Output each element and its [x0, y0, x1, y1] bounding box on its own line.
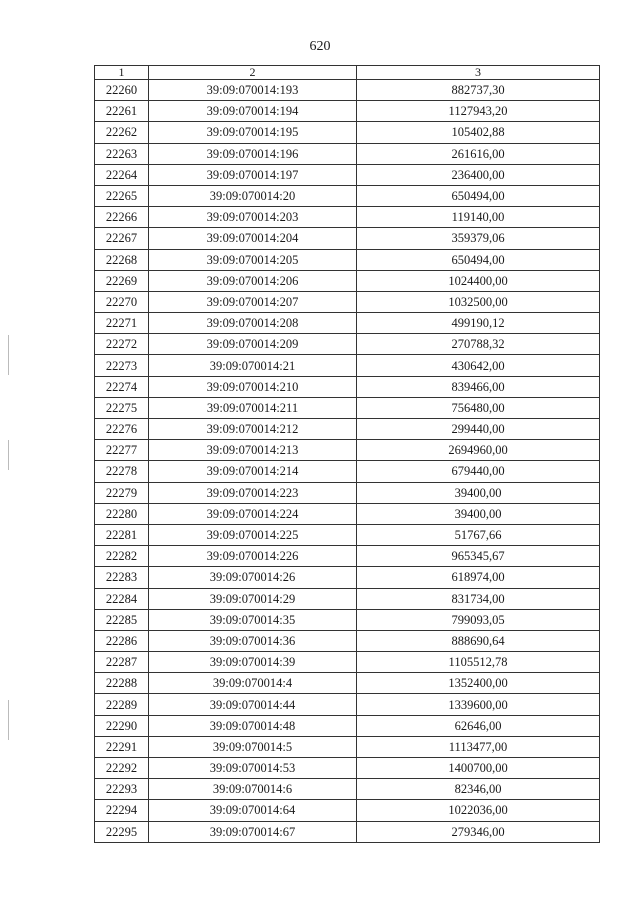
scan-edge-mark [8, 440, 9, 470]
row-number-cell: 22260 [95, 80, 149, 101]
header-row [95, 66, 600, 80]
row-number-cell: 22293 [95, 779, 149, 800]
cadastral-value-cell: 299440,00 [357, 419, 600, 440]
cadastral-number-cell: 39:09:070014:214 [149, 461, 357, 482]
table-row [95, 228, 600, 249]
cadastral-number-cell: 39:09:070014:203 [149, 207, 357, 228]
cadastral-value-cell: 1400700,00 [357, 758, 600, 779]
table-row [95, 185, 600, 206]
row-number-cell: 22272 [95, 334, 149, 355]
row-number-cell: 22285 [95, 609, 149, 630]
cadastral-value-cell: 105402,88 [357, 122, 600, 143]
row-number-cell: 22281 [95, 524, 149, 545]
table-row [95, 524, 600, 545]
cadastral-number-cell: 39:09:070014:21 [149, 355, 357, 376]
table-row [95, 652, 600, 673]
cadastral-number-cell: 39:09:070014:213 [149, 440, 357, 461]
row-number-cell: 22262 [95, 122, 149, 143]
cadastral-number-cell: 39:09:070014:197 [149, 164, 357, 185]
cadastral-number-cell: 39:09:070014:205 [149, 249, 357, 270]
cadastral-number-cell: 39:09:070014:204 [149, 228, 357, 249]
cadastral-value-cell: 1022036,00 [357, 800, 600, 821]
table-row [95, 397, 600, 418]
cadastral-value-cell: 679440,00 [357, 461, 600, 482]
cadastral-value-cell: 799093,05 [357, 609, 600, 630]
table-row [95, 588, 600, 609]
row-number-cell: 22266 [95, 207, 149, 228]
row-number-cell: 22287 [95, 652, 149, 673]
cadastral-value-cell: 1352400,00 [357, 673, 600, 694]
table-row [95, 207, 600, 228]
cadastral-value-cell: 1113477,00 [357, 736, 600, 757]
row-number-cell: 22280 [95, 503, 149, 524]
cadastral-number-cell: 39:09:070014:223 [149, 482, 357, 503]
cadastral-value-cell: 236400,00 [357, 164, 600, 185]
cadastral-number-cell: 39:09:070014:207 [149, 291, 357, 312]
table-body [95, 80, 600, 843]
row-number-cell: 22265 [95, 185, 149, 206]
cadastral-number-cell: 39:09:070014:225 [149, 524, 357, 545]
cadastral-value-cell: 279346,00 [357, 821, 600, 842]
row-number-cell: 22275 [95, 397, 149, 418]
table-row [95, 715, 600, 736]
row-number-cell: 22276 [95, 419, 149, 440]
cadastral-value-cell: 650494,00 [357, 185, 600, 206]
cadastral-value-cell: 965345,67 [357, 546, 600, 567]
row-number-cell: 22286 [95, 630, 149, 651]
table-row [95, 758, 600, 779]
cadastral-value-cell: 1105512,78 [357, 652, 600, 673]
table-row [95, 376, 600, 397]
table-row [95, 334, 600, 355]
cadastral-number-cell: 39:09:070014:224 [149, 503, 357, 524]
table-row [95, 313, 600, 334]
cadastral-value-cell: 1339600,00 [357, 694, 600, 715]
cadastral-number-cell: 39:09:070014:36 [149, 630, 357, 651]
column-header-3: 3 [357, 66, 600, 80]
table-row [95, 567, 600, 588]
cadastral-number-cell: 39:09:070014:29 [149, 588, 357, 609]
column-header-1: 1 [95, 66, 149, 80]
cadastral-value-cell: 618974,00 [357, 567, 600, 588]
cadastral-number-cell: 39:09:070014:20 [149, 185, 357, 206]
row-number-cell: 22289 [95, 694, 149, 715]
row-number-cell: 22279 [95, 482, 149, 503]
cadastral-number-cell: 39:09:070014:48 [149, 715, 357, 736]
row-number-cell: 22267 [95, 228, 149, 249]
cadastral-number-cell: 39:09:070014:226 [149, 546, 357, 567]
scan-edge-mark [8, 335, 9, 375]
table-row [95, 736, 600, 757]
cadastral-value-cell: 650494,00 [357, 249, 600, 270]
row-number-cell: 22273 [95, 355, 149, 376]
table-row [95, 143, 600, 164]
cadastral-value-cell: 888690,64 [357, 630, 600, 651]
cadastral-number-cell: 39:09:070014:211 [149, 397, 357, 418]
row-number-cell: 22290 [95, 715, 149, 736]
cadastral-number-cell: 39:09:070014:53 [149, 758, 357, 779]
row-number-cell: 22283 [95, 567, 149, 588]
cadastral-value-cell: 51767,66 [357, 524, 600, 545]
cadastral-number-cell: 39:09:070014:26 [149, 567, 357, 588]
table-row [95, 249, 600, 270]
cadastral-number-cell: 39:09:070014:6 [149, 779, 357, 800]
row-number-cell: 22263 [95, 143, 149, 164]
table-row [95, 419, 600, 440]
cadastral-number-cell: 39:09:070014:195 [149, 122, 357, 143]
row-number-cell: 22274 [95, 376, 149, 397]
table-row [95, 800, 600, 821]
row-number-cell: 22264 [95, 164, 149, 185]
row-number-cell: 22294 [95, 800, 149, 821]
cadastral-value-cell: 270788,32 [357, 334, 600, 355]
table-row [95, 101, 600, 122]
cadastral-value-cell: 261616,00 [357, 143, 600, 164]
row-number-cell: 22291 [95, 736, 149, 757]
cadastral-value-cell: 62646,00 [357, 715, 600, 736]
row-number-cell: 22268 [95, 249, 149, 270]
row-number-cell: 22292 [95, 758, 149, 779]
table-row [95, 779, 600, 800]
table-row [95, 355, 600, 376]
cadastral-number-cell: 39:09:070014:39 [149, 652, 357, 673]
cadastral-number-cell: 39:09:070014:212 [149, 419, 357, 440]
table-row [95, 461, 600, 482]
cadastral-value-cell: 756480,00 [357, 397, 600, 418]
cadastral-value-table [94, 65, 600, 843]
cadastral-value-cell: 39400,00 [357, 503, 600, 524]
table-row [95, 546, 600, 567]
cadastral-number-cell: 39:09:070014:67 [149, 821, 357, 842]
cadastral-value-cell: 39400,00 [357, 482, 600, 503]
table-row [95, 503, 600, 524]
table-row [95, 440, 600, 461]
table-row [95, 270, 600, 291]
cadastral-number-cell: 39:09:070014:5 [149, 736, 357, 757]
cadastral-value-cell: 359379,06 [357, 228, 600, 249]
table-row [95, 609, 600, 630]
row-number-cell: 22271 [95, 313, 149, 334]
row-number-cell: 22282 [95, 546, 149, 567]
cadastral-value-cell: 1024400,00 [357, 270, 600, 291]
cadastral-value-cell: 2694960,00 [357, 440, 600, 461]
table-row [95, 164, 600, 185]
cadastral-value-cell: 499190,12 [357, 313, 600, 334]
cadastral-value-cell: 82346,00 [357, 779, 600, 800]
cadastral-number-cell: 39:09:070014:206 [149, 270, 357, 291]
table-row [95, 122, 600, 143]
cadastral-value-cell: 831734,00 [357, 588, 600, 609]
cadastral-value-cell: 839466,00 [357, 376, 600, 397]
table-row [95, 694, 600, 715]
table-row [95, 673, 600, 694]
cadastral-number-cell: 39:09:070014:209 [149, 334, 357, 355]
table-row [95, 630, 600, 651]
table-row [95, 482, 600, 503]
row-number-cell: 22295 [95, 821, 149, 842]
row-number-cell: 22278 [95, 461, 149, 482]
scan-edge-mark [8, 700, 9, 740]
column-header-2: 2 [149, 66, 357, 80]
row-number-cell: 22269 [95, 270, 149, 291]
row-number-cell: 22261 [95, 101, 149, 122]
cadastral-value-cell: 1127943,20 [357, 101, 600, 122]
cadastral-number-cell: 39:09:070014:193 [149, 80, 357, 101]
cadastral-number-cell: 39:09:070014:35 [149, 609, 357, 630]
cadastral-number-cell: 39:09:070014:44 [149, 694, 357, 715]
cadastral-value-cell: 882737,30 [357, 80, 600, 101]
table-row [95, 821, 600, 842]
row-number-cell: 22288 [95, 673, 149, 694]
row-number-cell: 22284 [95, 588, 149, 609]
table-row [95, 80, 600, 101]
row-number-cell: 22277 [95, 440, 149, 461]
cadastral-number-cell: 39:09:070014:64 [149, 800, 357, 821]
page-number: 620 [309, 39, 331, 54]
cadastral-number-cell: 39:09:070014:4 [149, 673, 357, 694]
table-row [95, 291, 600, 312]
cadastral-value-cell: 119140,00 [357, 207, 600, 228]
row-number-cell: 22270 [95, 291, 149, 312]
cadastral-number-cell: 39:09:070014:194 [149, 101, 357, 122]
cadastral-number-cell: 39:09:070014:208 [149, 313, 357, 334]
cadastral-value-cell: 1032500,00 [357, 291, 600, 312]
cadastral-number-cell: 39:09:070014:210 [149, 376, 357, 397]
table-header [95, 66, 600, 80]
cadastral-value-cell: 430642,00 [357, 355, 600, 376]
cadastral-number-cell: 39:09:070014:196 [149, 143, 357, 164]
